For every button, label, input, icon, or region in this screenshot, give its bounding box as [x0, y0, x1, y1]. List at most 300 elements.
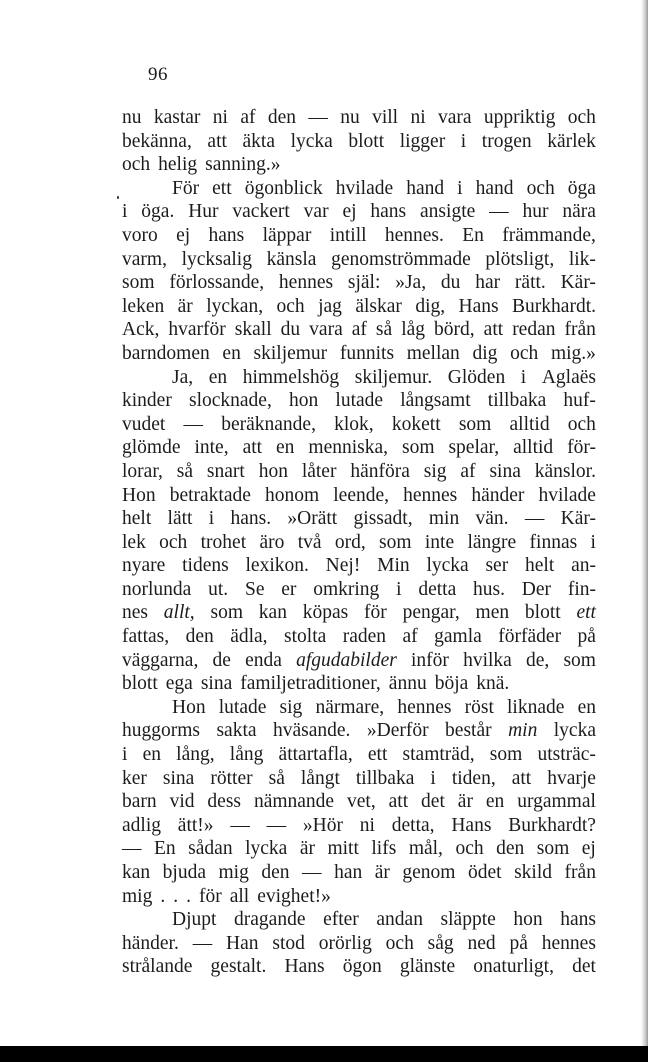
word: Ja, — [172, 366, 194, 388]
word: är — [299, 838, 315, 860]
word: — — [308, 107, 328, 128]
word: — — [192, 932, 213, 954]
word: närmare, — [315, 696, 385, 718]
word: lätt — [167, 508, 193, 530]
word: i — [520, 366, 527, 388]
text-line — [122, 955, 596, 979]
word: som — [210, 602, 243, 624]
word: beräknande, — [221, 413, 316, 435]
text-line — [122, 366, 596, 390]
word: — — [489, 201, 509, 223]
word: ätt!» — [177, 814, 214, 836]
word: — — [183, 413, 204, 435]
word: leende, — [333, 484, 390, 506]
word: trohet — [200, 531, 247, 553]
word: känslor. — [534, 460, 596, 482]
text-line — [122, 578, 596, 602]
word: orörlig — [318, 932, 372, 954]
word: tiden, — [451, 767, 496, 789]
word: honom — [264, 484, 320, 506]
word: Der — [521, 578, 552, 600]
word: er — [281, 578, 297, 600]
word: huggorms — [122, 720, 200, 742]
word: leken — [122, 295, 165, 317]
word: i — [208, 508, 215, 530]
word: hans. — [230, 508, 272, 530]
text-line — [122, 389, 596, 413]
word: läppar — [262, 224, 312, 246]
word: — — [122, 838, 142, 860]
text-line — [122, 436, 596, 460]
word: ej — [176, 224, 191, 246]
word: ett — [367, 744, 388, 766]
word: af — [240, 107, 256, 128]
word: voro — [122, 224, 158, 246]
word: lorar, — [122, 460, 163, 482]
word: sanning.» — [205, 154, 281, 176]
text-line — [122, 248, 596, 272]
text-line — [122, 885, 596, 909]
word: helig — [158, 154, 198, 176]
word: Se — [244, 578, 265, 600]
word: lexikon. — [245, 555, 309, 577]
word: Kär- — [560, 272, 596, 294]
word: långt — [300, 767, 340, 789]
word: hans — [208, 224, 245, 246]
word: an- — [571, 555, 596, 577]
word: bekänna, — [122, 130, 192, 152]
word: lång, — [176, 744, 215, 766]
word: af — [460, 460, 476, 482]
word: raden — [342, 626, 387, 648]
word: öga — [567, 177, 596, 199]
word: genom — [402, 862, 456, 883]
word: kärlek — [547, 130, 596, 152]
word: vill — [372, 107, 399, 128]
word: ni — [359, 814, 375, 836]
word: all — [229, 885, 250, 907]
word: dragande — [234, 909, 306, 931]
word: hon — [258, 460, 288, 482]
word: en — [485, 791, 505, 813]
word: nämnande — [253, 791, 335, 813]
page-edge-shadow — [641, 0, 648, 1062]
word: nära — [562, 201, 596, 223]
word: som — [563, 649, 596, 671]
word: allt, — [163, 602, 195, 624]
word: Hans — [451, 814, 492, 836]
word: vara — [437, 107, 472, 128]
word: glömde — [122, 437, 181, 459]
text-line — [122, 696, 596, 720]
text-line — [122, 177, 596, 201]
word: att — [388, 791, 409, 813]
word: för — [364, 602, 387, 624]
word: redan — [512, 319, 556, 341]
word: tidens — [182, 555, 229, 577]
word: himmelshög — [242, 366, 340, 388]
word: lutade — [218, 696, 267, 718]
word: vara — [309, 319, 343, 341]
word: ej — [342, 201, 357, 223]
word: och — [385, 932, 414, 954]
word: Hur — [188, 201, 219, 223]
word: lyckan, — [206, 295, 264, 317]
word: Hon — [172, 696, 206, 718]
word: vid — [169, 791, 195, 813]
text-line — [122, 295, 596, 319]
text-line — [122, 507, 596, 531]
text-line — [122, 601, 596, 625]
word: såg — [427, 932, 454, 954]
word: i — [590, 531, 596, 553]
word: — — [524, 508, 545, 530]
word: inför — [411, 649, 449, 671]
word: den — [496, 838, 525, 860]
word: är — [177, 295, 193, 317]
word: plötsligt, — [485, 248, 555, 270]
word: trogen — [481, 130, 532, 152]
word: vän. — [475, 508, 509, 530]
word: hus. — [473, 578, 505, 600]
word: genomströmmade — [331, 248, 471, 270]
word: ord, — [334, 531, 366, 553]
word: hans — [370, 201, 407, 223]
word: så — [176, 460, 194, 482]
word: mig — [122, 885, 153, 907]
word: inte, — [194, 437, 229, 459]
word: pengar, — [402, 602, 460, 624]
word: hvarje — [547, 767, 596, 789]
word: förlossande, — [169, 272, 265, 294]
word: är — [457, 791, 473, 813]
word: ni — [410, 107, 426, 128]
word: och — [526, 177, 555, 199]
word: Burkhardt. — [512, 295, 596, 317]
word: Glöden — [447, 366, 506, 388]
word: »Orätt — [287, 508, 338, 530]
word: lycksalig — [181, 248, 252, 270]
word: och — [567, 413, 596, 435]
word: men — [475, 602, 510, 624]
text-line — [122, 224, 596, 248]
word: mig — [218, 862, 249, 883]
word: var — [303, 201, 329, 223]
word: lycka — [553, 720, 596, 742]
word: snart — [206, 460, 245, 482]
word: att — [242, 437, 263, 459]
word: på — [577, 626, 596, 648]
word: evighet!» — [257, 885, 331, 907]
word: kinder — [122, 390, 172, 412]
word: alltid — [509, 413, 550, 435]
text-line — [122, 318, 596, 342]
word: två — [297, 531, 322, 553]
word: hon — [513, 909, 543, 931]
word: Nej! — [325, 555, 361, 577]
word: — — [230, 814, 250, 836]
word: som — [458, 413, 492, 435]
word: mellan — [406, 342, 460, 364]
word: vudet — [122, 413, 166, 435]
word: den — [267, 107, 296, 128]
word: han — [334, 862, 363, 883]
word: så — [268, 767, 285, 789]
word: urgammal — [517, 791, 596, 813]
word: alltid — [513, 437, 554, 459]
text-line — [122, 837, 596, 861]
word: släppte — [440, 909, 496, 931]
word: — — [302, 862, 322, 883]
word: lek — [122, 531, 146, 553]
word: lycka — [245, 838, 288, 860]
word: kokett — [391, 413, 441, 435]
word: ett — [576, 602, 596, 624]
word: mig.» — [550, 342, 596, 364]
word: glänste — [399, 956, 456, 978]
word: gamla — [434, 626, 482, 648]
word: enda — [245, 649, 282, 671]
word: ut. — [208, 578, 229, 600]
word: inte — [424, 531, 455, 553]
word: förfäder — [498, 626, 562, 648]
word: blott — [524, 602, 561, 624]
word: knä. — [476, 673, 510, 695]
word: stamträd, — [402, 744, 475, 766]
word: hennes — [397, 696, 452, 718]
word: Aglaës — [541, 366, 596, 388]
word: vet, — [347, 791, 376, 813]
word: Min — [377, 555, 410, 577]
word: hennes — [278, 272, 334, 294]
word: som — [489, 744, 523, 766]
word: stolta — [284, 626, 327, 648]
word: nes — [122, 602, 148, 624]
text-line — [122, 719, 596, 743]
word: andan — [376, 909, 423, 931]
word: du — [440, 272, 461, 294]
word: Kär- — [560, 508, 596, 530]
word: jag — [318, 295, 342, 317]
word: händer — [471, 484, 525, 506]
word: blott — [348, 130, 385, 152]
word: den — [261, 862, 290, 883]
word: »Derför — [366, 720, 429, 742]
word: hvarför — [168, 319, 226, 341]
word: skiljemur. — [354, 366, 433, 388]
word: fattas, — [122, 626, 170, 648]
word: i — [460, 130, 467, 152]
word: ögonblick — [244, 177, 323, 199]
text-line — [122, 106, 596, 130]
word: hand — [475, 177, 514, 199]
word: från — [564, 862, 596, 883]
word: skall — [234, 319, 272, 341]
word: lifs — [371, 838, 397, 860]
word: ättartafla, — [278, 744, 353, 766]
word: — — [266, 814, 287, 836]
word: Djupt — [172, 909, 217, 931]
word: som — [379, 531, 412, 553]
text-line — [122, 153, 596, 177]
text-line — [122, 484, 596, 508]
word: lik- — [568, 248, 596, 270]
word: och — [276, 295, 305, 317]
word: köpas — [302, 602, 349, 624]
text-line — [122, 200, 596, 224]
word: sig — [279, 696, 303, 718]
word: utsträc- — [537, 744, 596, 766]
word: hur — [522, 201, 549, 223]
word: norlunda — [122, 578, 192, 600]
word: helt — [525, 555, 555, 577]
word: har — [475, 272, 501, 294]
word: af — [351, 319, 367, 341]
word: skild — [514, 862, 553, 883]
body-text — [122, 106, 596, 979]
word: sina — [489, 460, 521, 482]
word: låg — [401, 319, 426, 341]
word: tillbaka — [355, 767, 415, 789]
word: Hans — [458, 295, 499, 317]
word: För — [172, 177, 200, 199]
word: och — [159, 531, 188, 553]
word: sina — [162, 767, 195, 789]
text-line — [122, 625, 596, 649]
text-line — [122, 342, 596, 366]
text-line — [122, 790, 596, 814]
word: som — [536, 838, 570, 860]
word: detta, — [391, 814, 435, 836]
word: och — [122, 154, 151, 176]
word: mål, — [408, 838, 443, 860]
scan-border — [0, 1046, 648, 1062]
word: . — [160, 885, 166, 907]
word: Han — [226, 932, 259, 954]
word: som — [401, 437, 435, 459]
word: hväsande. — [272, 720, 351, 742]
word: »Ja, — [395, 272, 427, 294]
word: det — [572, 956, 596, 978]
word: spelar, — [448, 437, 500, 459]
word: rätt. — [514, 272, 546, 294]
word: sakta — [216, 720, 257, 742]
word: i — [122, 744, 128, 766]
word: kan — [122, 862, 151, 883]
word: börd, — [434, 319, 475, 341]
word: finnas — [529, 531, 578, 553]
word: familjetraditioner, — [240, 673, 381, 695]
text-line — [122, 413, 596, 437]
word: främmande, — [502, 224, 596, 246]
word: i — [457, 177, 463, 199]
word: händer. — [122, 932, 179, 954]
text-line — [122, 531, 596, 555]
word: ansigte — [420, 201, 476, 223]
word: nu — [340, 107, 360, 128]
ink-speck — [117, 196, 119, 199]
word: älskar — [355, 295, 402, 317]
word: En — [154, 838, 176, 860]
word: ni — [212, 107, 228, 128]
text-line — [122, 767, 596, 791]
word: den — [185, 626, 214, 648]
word: Hans — [284, 956, 325, 978]
word: äro — [259, 531, 285, 553]
word: består — [445, 720, 492, 742]
word: barndomen — [122, 342, 210, 364]
word: för — [198, 885, 222, 907]
word: tillbaka — [487, 390, 547, 412]
word: ej — [581, 838, 596, 860]
text-line — [122, 932, 596, 956]
word: onaturligt, — [473, 956, 554, 978]
word: klok, — [334, 413, 374, 435]
page-number: 96 — [148, 64, 168, 85]
word: skiljemur — [253, 342, 328, 364]
word: . — [186, 885, 191, 907]
word: längre — [467, 531, 517, 553]
word: så — [375, 319, 393, 341]
word: en — [142, 744, 161, 766]
word: en — [222, 342, 241, 364]
word: hänföra — [350, 460, 410, 482]
word: hvilka — [463, 649, 512, 671]
word: gestalt. — [210, 956, 267, 978]
word: att — [511, 767, 532, 789]
text-line — [122, 460, 596, 484]
word: för- — [567, 437, 596, 459]
word: detta — [418, 578, 457, 600]
word: i — [122, 201, 128, 223]
word: lycka — [426, 555, 469, 577]
word: en — [276, 437, 295, 459]
word: omkring — [313, 578, 380, 600]
word: nyare — [122, 555, 166, 577]
word: ser — [485, 555, 509, 577]
word: du — [280, 319, 301, 341]
word: och — [567, 107, 596, 128]
text-line — [122, 743, 596, 767]
word: uppriktig — [483, 107, 556, 128]
word: intill — [329, 224, 367, 246]
word: slocknade, — [188, 390, 272, 412]
word: själ: — [347, 272, 381, 294]
text-line — [122, 814, 596, 838]
word: stod — [272, 932, 305, 954]
word: en — [577, 696, 596, 718]
word: böja — [434, 673, 469, 695]
word: hon — [289, 390, 319, 412]
word: och — [455, 838, 484, 860]
word: känsla — [266, 248, 317, 270]
text-line — [122, 908, 596, 932]
word: bjuda — [162, 862, 206, 883]
word: långsamt — [400, 390, 471, 412]
word: mitt — [327, 838, 359, 860]
word: Burkhardt? — [508, 814, 596, 836]
word: rötter — [210, 767, 253, 789]
word: nu — [122, 107, 142, 128]
word: strålande — [122, 956, 193, 978]
text-line — [122, 649, 596, 673]
word: väggarna, — [122, 649, 199, 671]
word: hvilade — [335, 177, 394, 199]
word: i — [430, 767, 436, 789]
word: röst — [464, 696, 494, 718]
word: dess — [207, 791, 242, 813]
text-line — [122, 672, 596, 696]
